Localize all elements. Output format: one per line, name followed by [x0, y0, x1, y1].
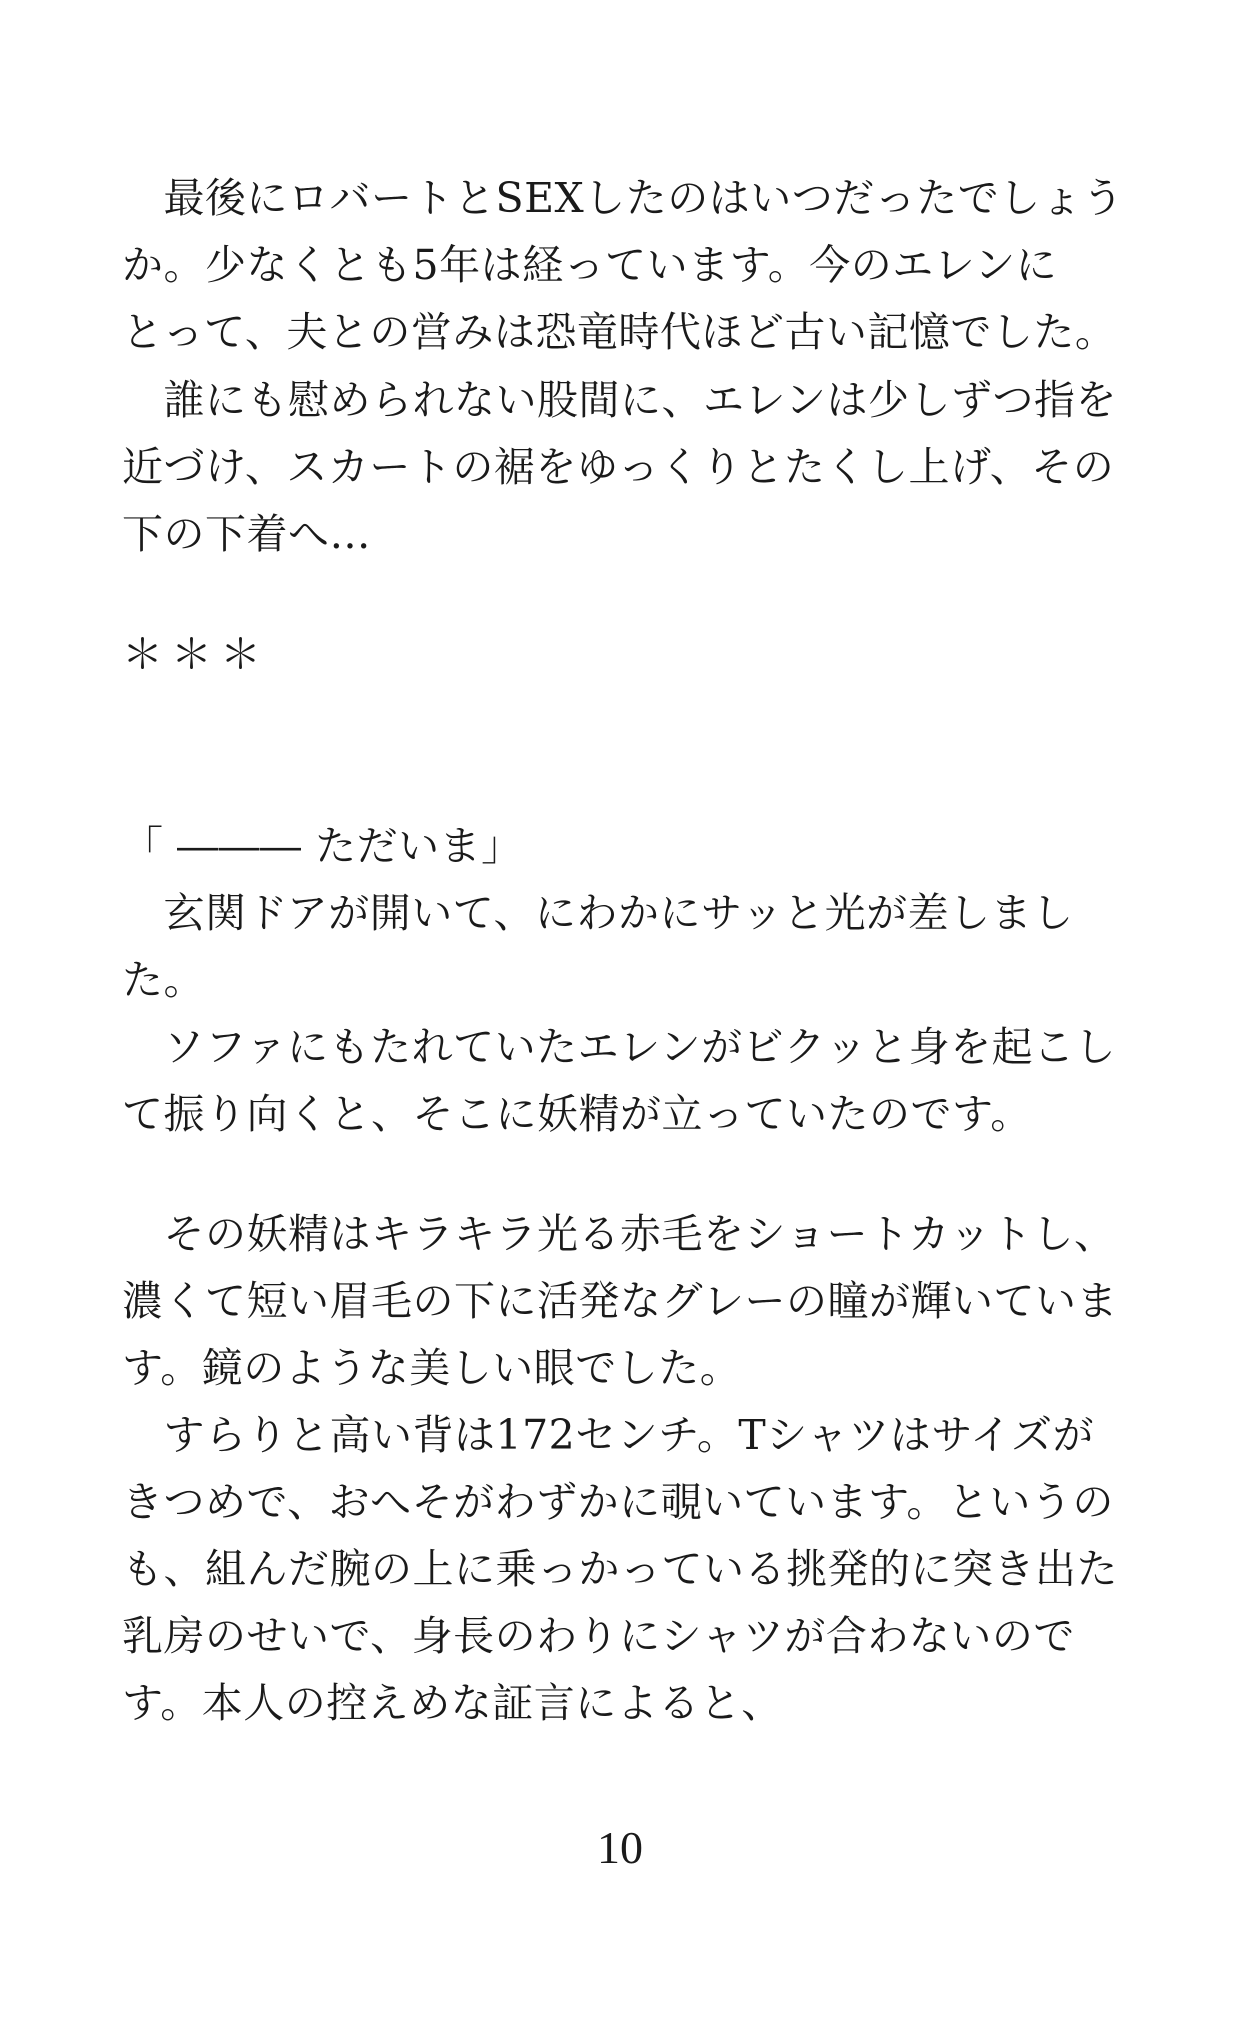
- text-line: も、組んだ腕の上に乗っかっている挑発的に突き出た: [122, 1545, 1118, 1593]
- text-line: か。少なくとも5年は経っています。今のエレンに: [122, 241, 1058, 289]
- text-line: 最後にロバートとSEXしたのはいつだったでしょう: [122, 174, 1124, 222]
- text-line: 濃くて短い眉毛の下に活発なグレーの瞳が輝いていま: [122, 1277, 1118, 1325]
- text-line: 下の下着へ…: [122, 510, 371, 558]
- section-break: ＊＊＊: [122, 630, 269, 678]
- text-line: 近づけ、スカートの裾をゆっくりとたくし上げ、その: [122, 443, 1115, 491]
- text-line: すらりと高い背は172センチ。Tシャツはサイズが: [122, 1411, 1095, 1459]
- text-line: ソファにもたれていたエレンがビクッと身を起こし: [122, 1023, 1117, 1071]
- text-line: た。: [122, 956, 205, 1004]
- dialogue-line: 「 ――― ただいま」: [122, 822, 523, 870]
- text-line: きつめで、おへそがわずかに覗いています。というの: [122, 1478, 1114, 1526]
- text-line: 誰にも慰められない股間に、エレンは少しずつ指を: [122, 376, 1117, 424]
- text-line: 乳房のせいで、身長のわりにシャツが合わないので: [122, 1612, 1075, 1660]
- text-line: て振り向くと、そこに妖精が立っていたのです。: [122, 1090, 1032, 1138]
- text-line: す。鏡のような美しい眼でした。: [122, 1344, 742, 1392]
- text-line: とって、夫との営みは恐竜時代ほど古い記憶でした。: [122, 308, 1117, 356]
- text-line: 玄関ドアが開いて、にわかにサッと光が差しまし: [122, 889, 1074, 937]
- text-line: その妖精はキラキラ光る赤毛をショートカットし、: [122, 1210, 1116, 1258]
- page-number: 10: [597, 1822, 643, 1873]
- text-line: す。本人の控えめな証言によると、: [122, 1679, 783, 1727]
